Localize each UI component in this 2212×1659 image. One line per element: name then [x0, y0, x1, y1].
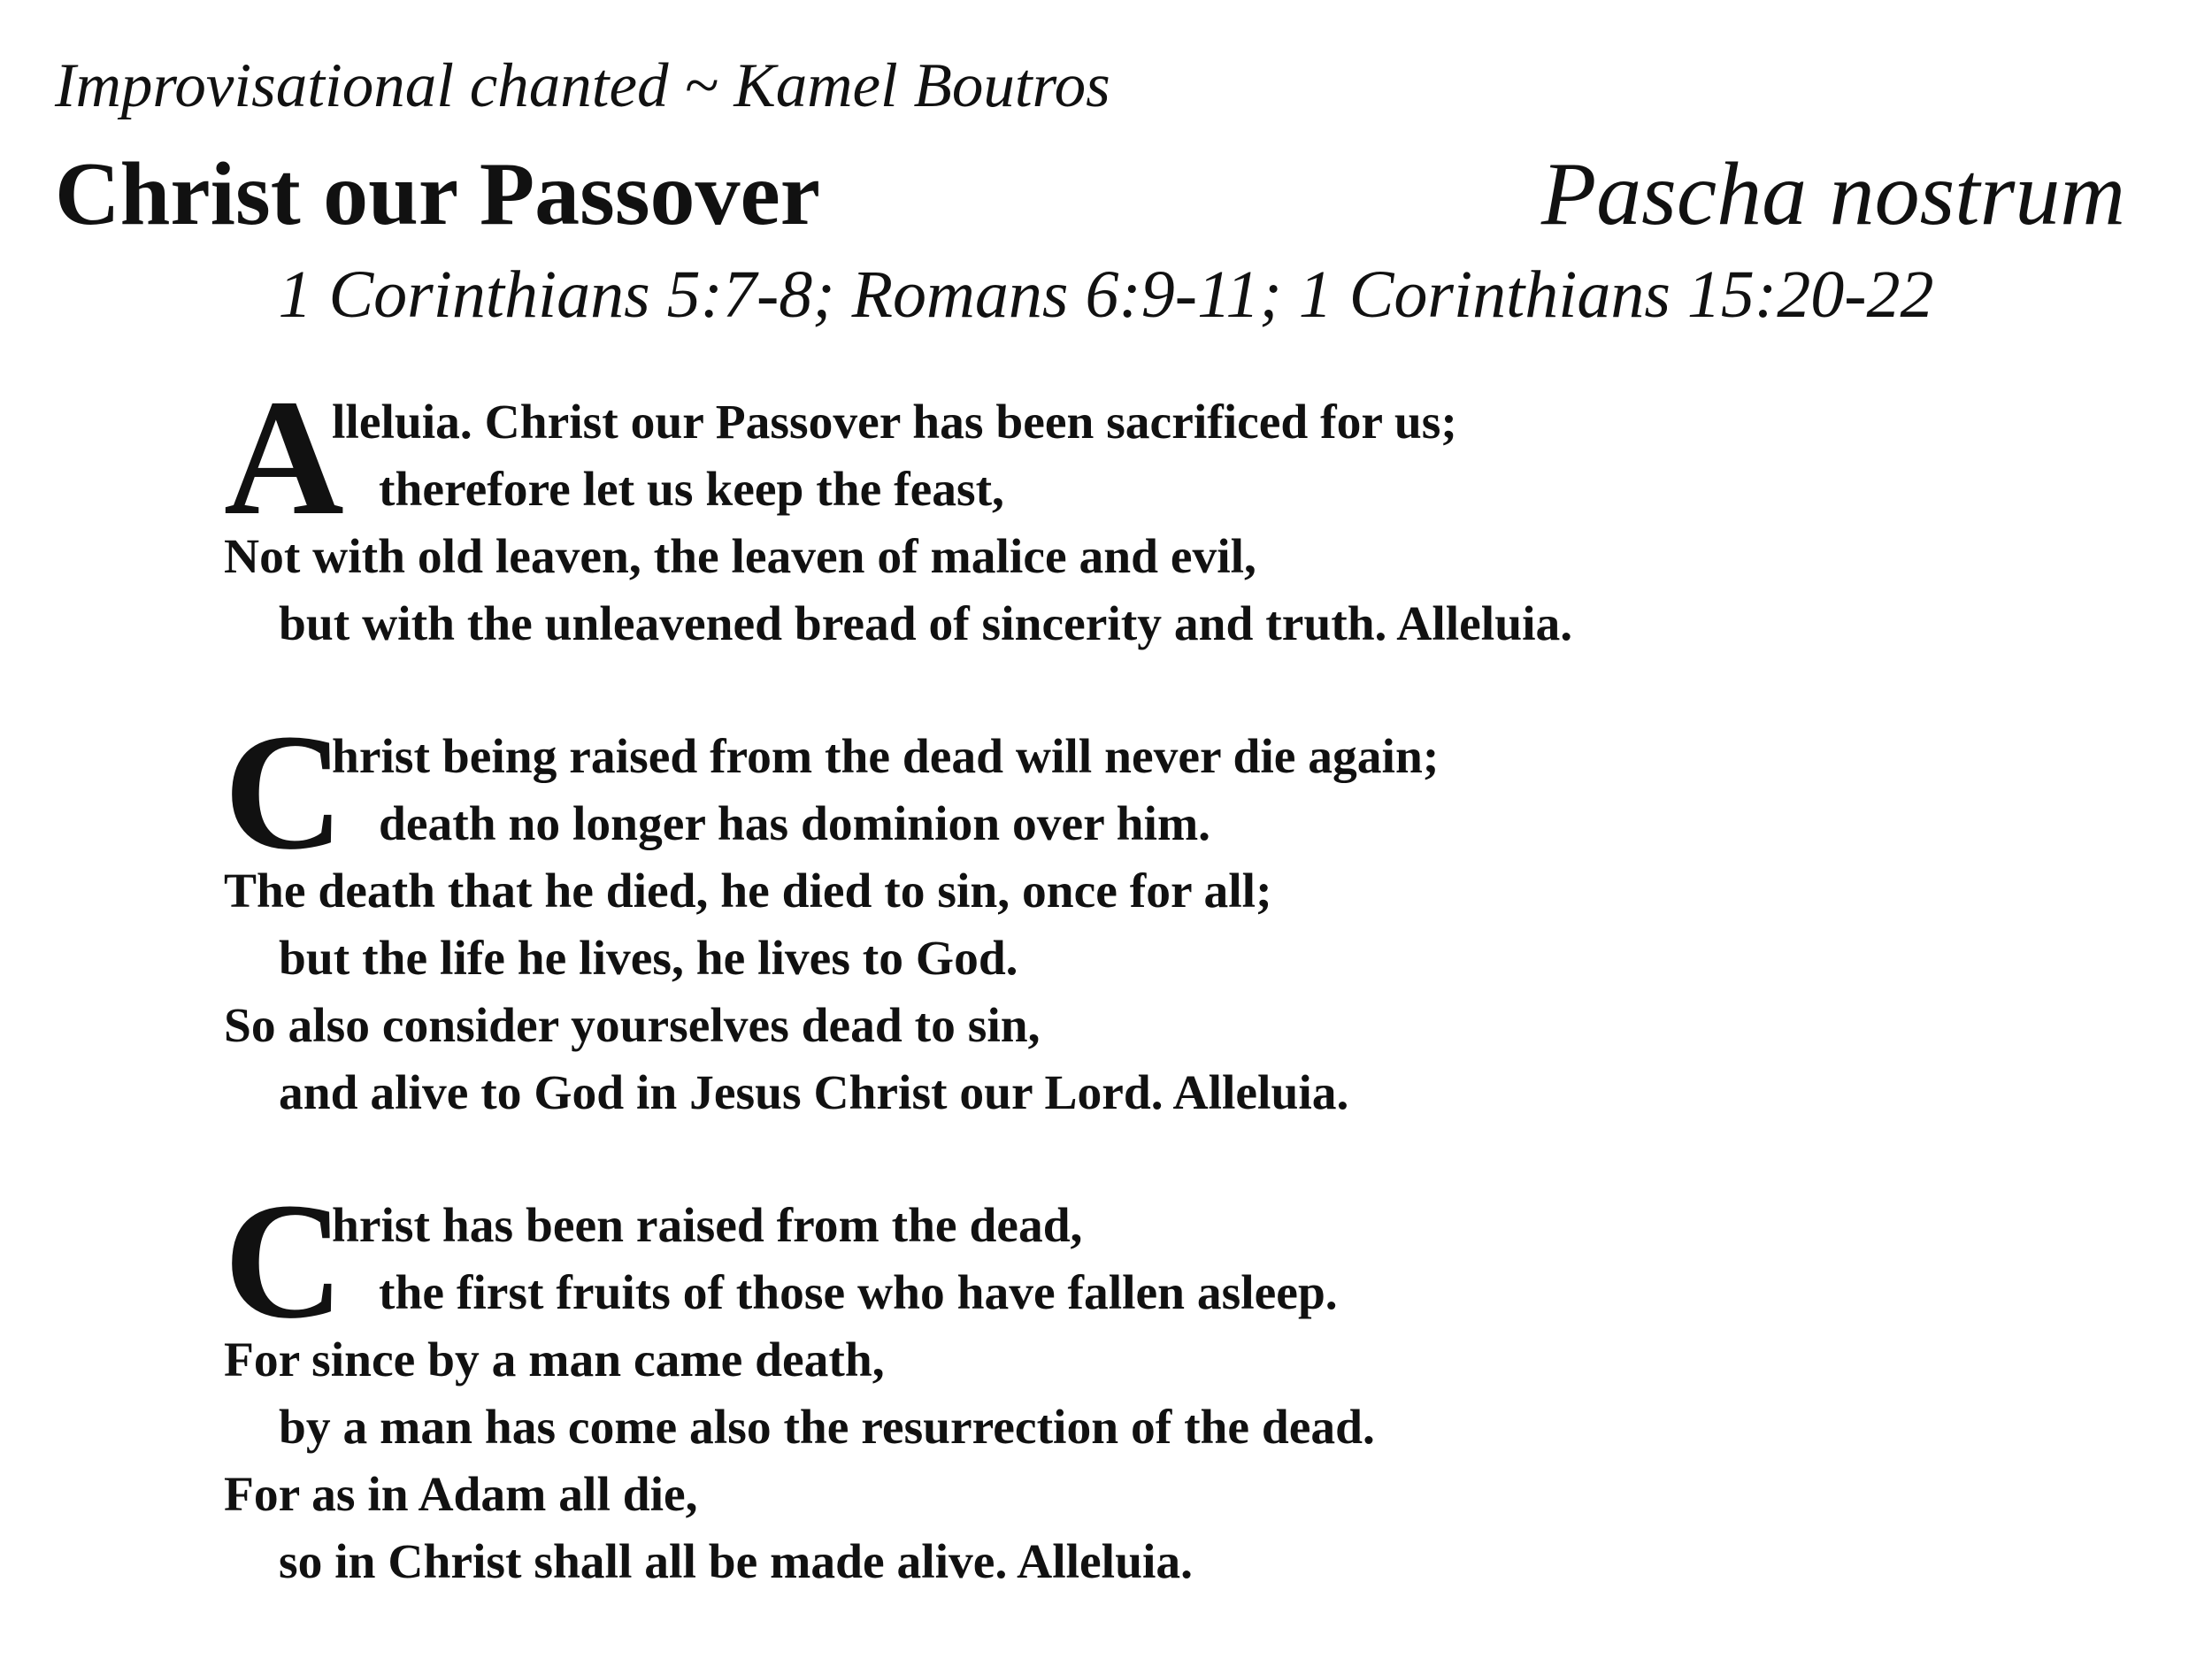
stanza-2 — [224, 699, 2082, 1127]
composer-subtitle: Improvisational chanted ~ Kamel Boutros — [55, 51, 1110, 120]
verse-line: hrist being raised from the dead will never die again; — [332, 730, 1440, 784]
verse-line: Not with old leaven, the leaven of malice and evil, — [224, 530, 1256, 584]
page-title: Christ our Passover — [55, 144, 821, 244]
drop-cap: C — [224, 1168, 344, 1353]
verse-line: therefore let us keep the feast, — [379, 463, 1004, 517]
verse-line: so in Christ shall all be made alive. Alleluia. — [279, 1535, 1194, 1589]
verse-line: the first fruits of those who have fallen asleep. — [379, 1266, 1338, 1320]
stanza-1 — [224, 365, 2082, 658]
verse-line: For as in Adam all die, — [224, 1468, 698, 1522]
drop-cap: A — [224, 365, 344, 549]
scripture-reference: 1 Corinthians 5:7-8; Romans 6:9-11; 1 Corinthians 15:20-22 — [278, 257, 1934, 332]
verse-line: death no longer has dominion over him. — [379, 797, 1211, 851]
verse-line: The death that he died, he died to sin, once for all; — [224, 864, 1272, 918]
title-row — [55, 142, 2125, 248]
verse-line: lleluia. Christ our Passover has been sacrificed for us; — [332, 396, 1457, 449]
stanza-3 — [224, 1168, 2082, 1596]
verse-line: and alive to God in Jesus Christ our Lord. Alleluia. — [279, 1066, 1349, 1120]
verse-line: So also consider yourselves dead to sin, — [224, 999, 1041, 1053]
verse-line: but the life he lives, he lives to God. — [279, 932, 1018, 986]
verse-line: hrist has been raised from the dead, — [332, 1199, 1083, 1253]
verse-line: but with the unleavened bread of sincerity and truth. Alleluia. — [279, 597, 1573, 651]
verse-line: by a man has come also the resurrection of the dead. — [279, 1401, 1375, 1455]
latin-title: Pascha nostrum — [1540, 144, 2125, 244]
drop-cap: C — [224, 699, 344, 884]
verse-line: For since by a man came death, — [224, 1333, 885, 1387]
